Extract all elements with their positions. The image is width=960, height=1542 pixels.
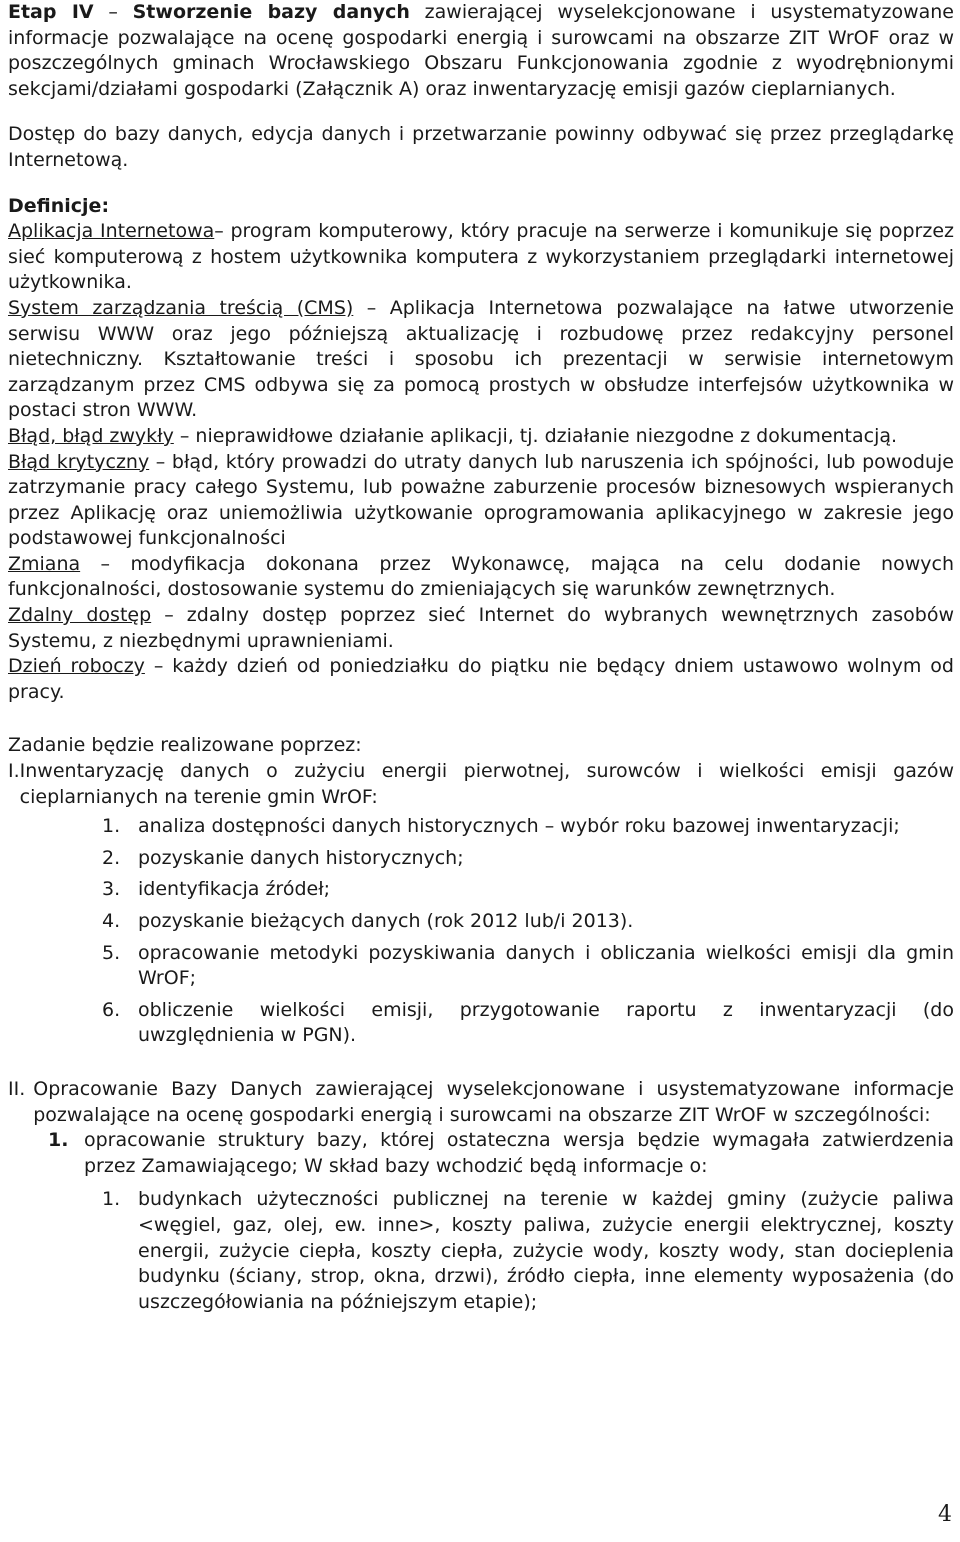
definition-text: – zdalny dostęp poprzez sieć Internet do wybranych wewnętrznych zasobów Systemu, z niezbędnymi uprawnieniami. bbox=[8, 604, 954, 652]
list-item-text: opracowanie metodyki pozyskiwania danych i obliczania wielkości emisji dla gmin WrOF; bbox=[138, 941, 954, 990]
list-item-text: identyfikacja źródeł; bbox=[138, 878, 330, 901]
definition-item bbox=[8, 424, 954, 450]
section-one-list bbox=[102, 814, 954, 1049]
etap-description: zawierającej wyselekcjonowane i usystematyzowane informacje pozwalające na ocenę gospodarki energią i surowcami na obszarze ZIT WrOF oraz w poszczególnych gminach Wrocławskiego Obszaru Funkcjonowania zgodnie z wyodrębnionymi sekcjami/działami gospodarki (Załącznik A) oraz inwentaryzację emisji gazów cieplarnianych. bbox=[8, 1, 954, 100]
list-item-text: opracowanie struktury bazy, której ostateczna wersja będzie wymagała zatwierdzenia przez Zamawiającego; W skład bazy wchodzić będą informacje o: bbox=[84, 1129, 954, 1177]
definitions-heading: Definicje: bbox=[8, 194, 110, 217]
list-item-number: 2. bbox=[102, 846, 121, 869]
definition-text: – błąd, który prowadzi do utraty danych lub naruszenia ich spójności, lub powoduje zatrzymanie pracy całego Systemu, lub poważne zaburzenie procesów biznesowych wspieranych przez Aplikację oraz uniemożliwia użytkowanie oprogramowania aplikacyjnego w zakresie jego podstawowej funkcjonalności bbox=[8, 450, 954, 550]
definition-term: Dzień roboczy bbox=[8, 655, 145, 678]
section-two-text: Opracowanie Bazy Danych zawierającej wyselekcjonowane i usystematyzowane informacje pozwalające na ocenę gospodarki energią i surowcami na obszarze ZIT WrOF w szczególności: bbox=[33, 1077, 954, 1126]
definition-term: Zmiana bbox=[8, 552, 81, 575]
task-intro: Zadanie będzie realizowane poprzez: bbox=[8, 734, 362, 757]
definition-text: – każdy dzień od poniedziałku do piątku nie będący dniem ustawowo wolnym od pracy. bbox=[8, 655, 954, 703]
definition-item bbox=[8, 552, 954, 603]
section-two-list bbox=[48, 1128, 954, 1179]
definition-term: Błąd, błąd zwykły bbox=[8, 424, 174, 447]
definition-term: System zarządzania treścią (CMS) bbox=[8, 296, 354, 319]
section-one bbox=[8, 759, 954, 810]
etap-label: Etap IV bbox=[8, 1, 94, 23]
list-item-number: 1. bbox=[48, 1129, 69, 1152]
definition-text: – program komputerowy, który pracuje na serwerze i komunikuje się poprzez sieć komputerową z hostem użytkownika komputera z wykorzystaniem przeglądarki internetowej użytkownika. bbox=[8, 220, 954, 294]
definition-item bbox=[8, 450, 954, 552]
page-number: 4 bbox=[938, 1502, 952, 1527]
list-item bbox=[102, 941, 954, 992]
section-two-sublist bbox=[102, 1187, 954, 1315]
list-item-number: 1. bbox=[102, 815, 121, 838]
etap-dash: – bbox=[108, 1, 118, 23]
list-item-number: 6. bbox=[102, 998, 121, 1021]
definition-item bbox=[8, 219, 954, 296]
definitions-list bbox=[8, 219, 954, 705]
list-item-number: 3. bbox=[102, 878, 121, 901]
list-item-number: 5. bbox=[102, 941, 121, 964]
definition-text: – modyfikacja dokonana przez Wykonawcę, mająca na celu dodanie nowych funkcjonalności, dostosowanie systemu do zmieniających się warunków zewnętrznych. bbox=[8, 552, 954, 601]
list-item-number: 1. bbox=[102, 1188, 121, 1211]
list-item-text: obliczenie wielkości emisji, przygotowanie raportu z inwentaryzacji (do uwzględnienia w PGN). bbox=[138, 998, 954, 1047]
list-item bbox=[102, 909, 954, 935]
definition-term: Aplikacja Internetowa bbox=[8, 220, 215, 243]
definition-text: – Aplikacja Internetowa pozwalające na łatwe utworzenie serwisu WWW oraz jego późniejszą aktualizację i rozbudowę przez redakcyjny personel nietechniczny. Kształtowanie treści i sposobu ich prezentacji w serwisie internetowym zarządzanym przez CMS odbywa się za pomocą prostych w obsłudze interfejsów użytkownika w postaci stron WWW. bbox=[8, 296, 954, 422]
section-one-text: Inwentaryzację danych o zużyciu energii pierwotnej, surowców i wielkości emisji gazów cieplarnianych na terenie gmin WrOF: bbox=[19, 760, 954, 808]
list-item bbox=[102, 814, 954, 840]
definition-item bbox=[8, 603, 954, 654]
etap-title: Stworzenie bazy danych bbox=[132, 1, 410, 23]
definition-text: – nieprawidłowe działanie aplikacji, tj. działanie niezgodne z dokumentacją. bbox=[173, 424, 898, 447]
list-item-number: 4. bbox=[102, 910, 121, 932]
section-two bbox=[8, 1077, 954, 1128]
list-item bbox=[102, 998, 954, 1049]
definition-item bbox=[8, 654, 954, 705]
list-item bbox=[102, 846, 954, 872]
list-item bbox=[102, 1187, 954, 1315]
list-item-text: budynkach użyteczności publicznej na terenie w każdej gminy (zużycie paliwa <węgiel, gaz, olej, ew. inne>, koszty paliwa, zużycie energii elektrycznej, koszty energii, zużycie ciepła, koszty ciepła, zużycie wody, koszty wody, stan docieplenia budynku (ściany, strop, okna, drzwi), źródło ciepła, inne elementy wyposażenia (do uszczegółowiania na późniejszym etapie); bbox=[138, 1188, 954, 1313]
section-one-number: I. bbox=[8, 760, 20, 783]
access-paragraph: Dostęp do bazy danych, edycja danych i przetwarzanie powinny odbywać się przez przeglądarkę Internetową. bbox=[8, 123, 954, 171]
section-two-number: II. bbox=[8, 1077, 26, 1100]
etap-paragraph bbox=[8, 0, 954, 102]
definition-item bbox=[8, 296, 954, 424]
definition-term: Błąd krytyczny bbox=[8, 450, 150, 473]
definition-term: Zdalny dostęp bbox=[8, 604, 152, 627]
list-item-text: pozyskanie bieżących danych (rok 2012 lub/i 2013). bbox=[138, 910, 634, 932]
list-item-text: pozyskanie danych historycznych; bbox=[138, 846, 464, 869]
list-item bbox=[48, 1128, 954, 1179]
list-item-text: analiza dostępności danych historycznych – wybór roku bazowej inwentaryzacji; bbox=[138, 815, 900, 838]
list-item bbox=[102, 877, 954, 903]
